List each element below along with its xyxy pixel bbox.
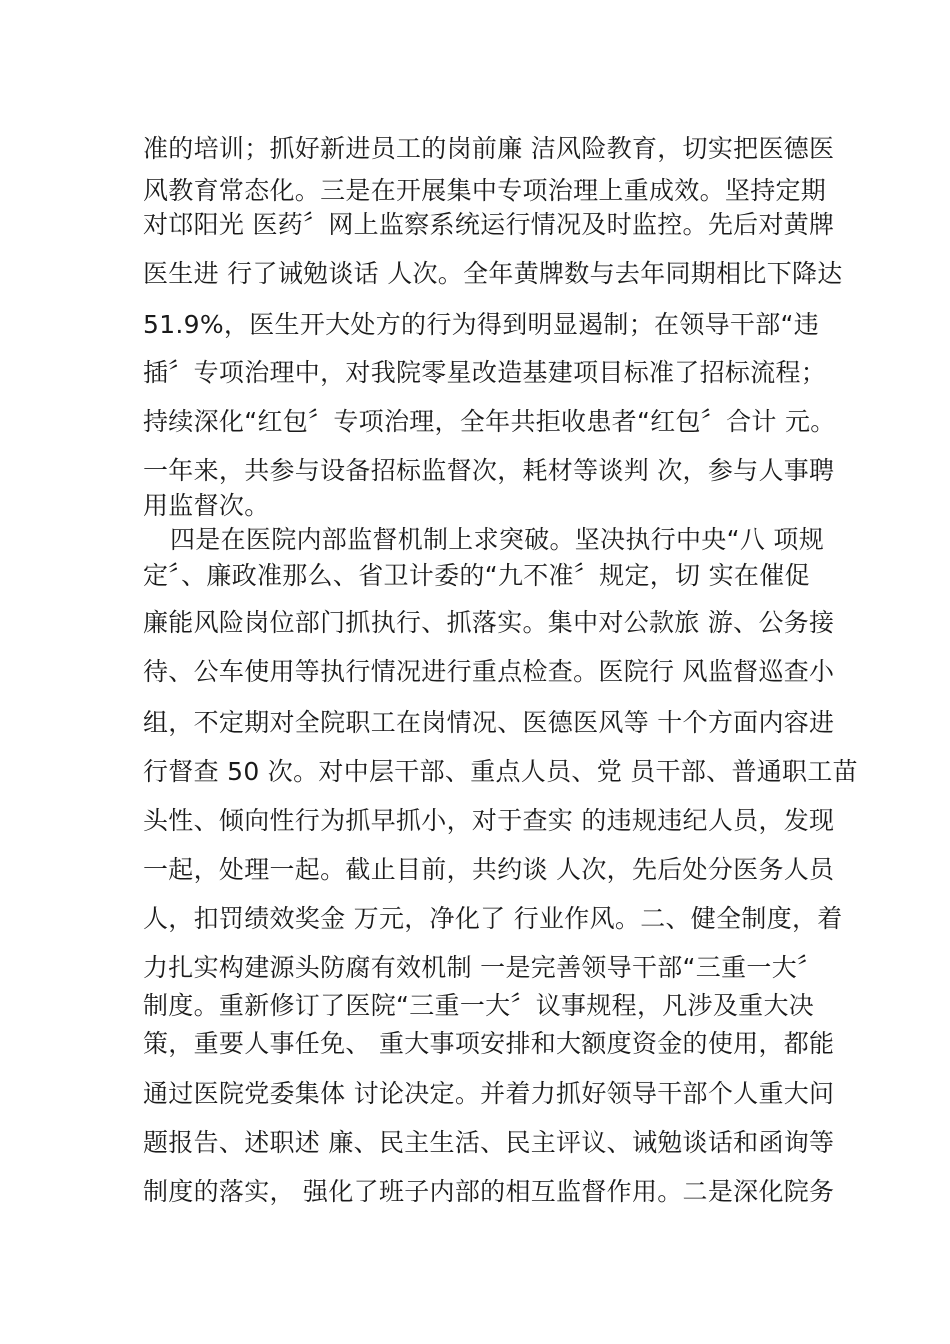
text-line: 插〞专项治理中，对我院零星改造基建项目标准了招标流程； [143,358,827,387]
text-line: 组，不定期对全院职工在岗情况、医德医风等 十个方面内容进 [143,708,835,737]
text-line: 对邙阳光 医药〞网上监察系统运行情况及时监控。先后对黄牌 [143,210,835,239]
text-line: 题报告、述职述 廉、民主生活、民主评议、诫勉谈话和函询等 [143,1128,835,1157]
paragraph-first-line: 四是在医院内部监督机制上求突破。坚决执行中央“八 项规 [170,525,825,554]
text-line: 制度。重新修订了医院“三重一大〞议事规程，凡涉及重大决 [143,991,815,1020]
text-line: 力扎实构建源头防腐有效机制 一是完善领导干部“三重一大〞 [143,953,823,982]
text-line: 廉能风险岗位部门抓执行、抓落实。集中对公款旅 游、公务接 [143,608,835,637]
text-line: 头性、倾向性行为抓早抓小，对于查实 的违规违纪人员，发现 [143,806,835,835]
text-line: 持续深化“红包〞专项治理，全年共拒收患者“红包〞合计 元。 [143,407,836,436]
text-line: 医生进 行了诫勉谈话 人次。全年黄牌数与去年同期相比下降达 [143,259,843,288]
text-line: 行督查 50 次。对中层干部、重点人员、党 员干部、普通职工苗 [143,757,858,786]
text-line: 一年来，共参与设备招标监督次，耗材等谈判 次，参与人事聘 [143,456,835,485]
text-line: 通过医院党委集体 讨论决定。并着力抓好领导干部个人重大问 [143,1079,835,1108]
text-line: 风教育常态化。三是在开展集中专项治理上重成效。坚持定期 [143,176,827,205]
text-line: 一起，处理一起。截止目前，共约谈 人次，先后处分医务人员 [143,855,835,884]
text-line: 人，扣罚绩效奖金 万元，净化了 行业作风。二、健全制度，着 [143,904,843,933]
text-line: 策，重要人事任免、 重大事项安排和大额度资金的使用，都能 [143,1029,835,1058]
text-line: 制度的落实， 强化了班子内部的相互监督作用。二是深化院务 [143,1177,835,1206]
text-line: 51.9%，医生开大处方的行为得到明显遏制；在领导干部“违 [143,310,820,339]
text-line: 待、公车使用等执行情况进行重点检查。医院行 风监督巡查小 [143,657,835,686]
text-line: 准的培训；抓好新进员工的岗前廉 洁风险教育，切实把医德医 [143,134,835,163]
text-line: 用监督次。 [143,491,270,520]
text-line: 定〞、廉政准那么、省卫计委的“九不准〞规定，切 实在催促 [143,561,810,590]
